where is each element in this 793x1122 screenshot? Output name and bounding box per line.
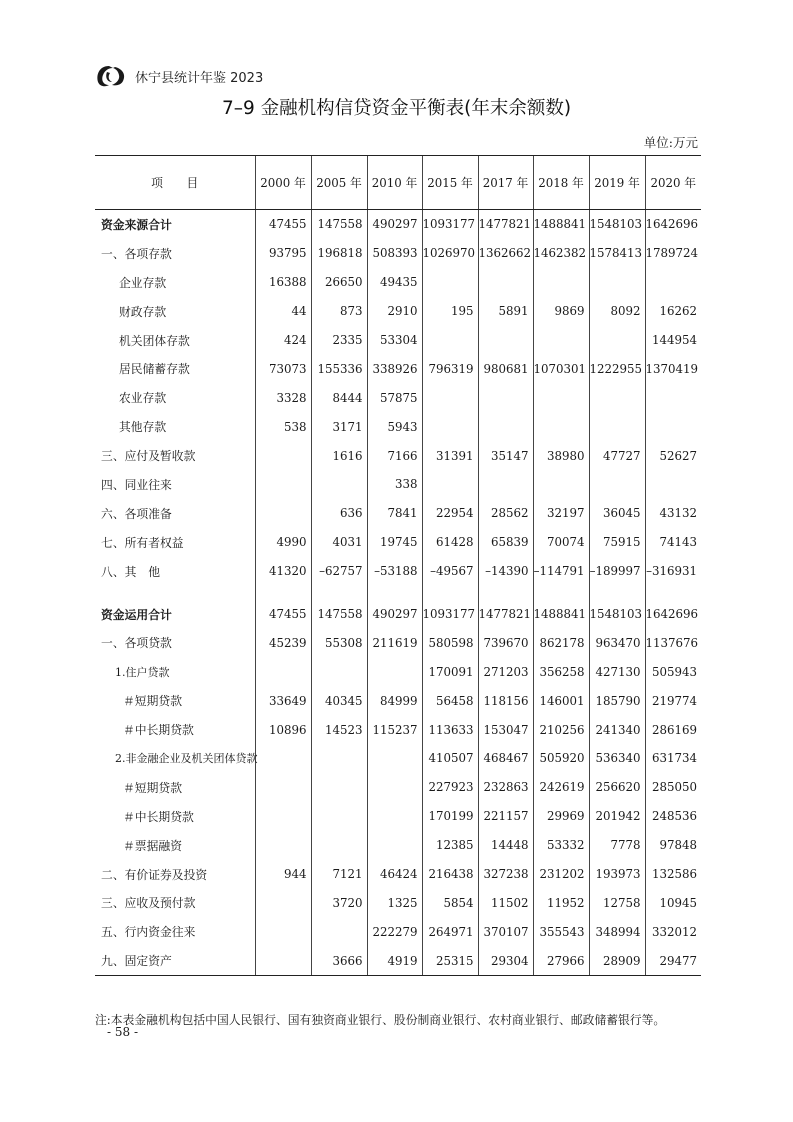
table-cell <box>533 470 589 499</box>
table-cell: 28562 <box>478 499 533 528</box>
table-cell: 1488841 <box>533 600 589 629</box>
table-cell: 796319 <box>422 354 478 383</box>
table-cell: 53332 <box>533 831 589 860</box>
table-cell: 1548103 <box>589 210 645 239</box>
table-cell: 144954 <box>645 326 701 355</box>
row-label: 机关团体存款 <box>119 333 190 348</box>
table-row <box>95 441 701 470</box>
table-cell: 8444 <box>311 383 367 412</box>
table-cell <box>422 268 478 297</box>
table-cell: 211619 <box>367 628 422 657</box>
table-cell: 93795 <box>255 239 311 268</box>
table-cell <box>367 773 422 802</box>
table-cell: 53304 <box>367 326 422 355</box>
table-cell: 56458 <box>422 686 478 715</box>
table-cell: 47727 <box>589 441 645 470</box>
table-cell: 1477821 <box>478 600 533 629</box>
table-row <box>95 239 701 268</box>
table-cell: 286169 <box>645 715 701 744</box>
table-row <box>95 268 701 297</box>
table-cell: 5891 <box>478 297 533 326</box>
table-cell: 4990 <box>255 528 311 557</box>
table-cell: 256620 <box>589 773 645 802</box>
row-label: 企业存款 <box>119 275 167 290</box>
table-cell <box>311 586 367 600</box>
table-cell: 153047 <box>478 715 533 744</box>
table-cell: 170091 <box>422 657 478 686</box>
table-cell: 1362662 <box>478 239 533 268</box>
table-cell: –189997 <box>589 557 645 586</box>
row-label: ＃中长期贷款 <box>123 723 194 738</box>
table-cell: 44 <box>255 297 311 326</box>
table-cell: 1548103 <box>589 600 645 629</box>
credit-balance-table <box>95 155 701 976</box>
table-cell: 980681 <box>478 354 533 383</box>
table-row <box>95 773 701 802</box>
row-label: 居民储蓄存款 <box>119 362 190 377</box>
table-row <box>95 499 701 528</box>
table-cell: 636 <box>311 499 367 528</box>
table-cell: 944 <box>255 860 311 889</box>
table-cell <box>422 383 478 412</box>
table-cell <box>311 831 367 860</box>
table-cell: 963470 <box>589 628 645 657</box>
row-label: 财政存款 <box>119 304 167 319</box>
table-cell <box>533 412 589 441</box>
table-cell: 242619 <box>533 773 589 802</box>
table-cell: 427130 <box>589 657 645 686</box>
table-cell: 132586 <box>645 860 701 889</box>
table-cell: 11952 <box>533 888 589 917</box>
table-cell: 115237 <box>367 715 422 744</box>
table-cell: 147558 <box>311 210 367 239</box>
row-label: 四、同业往来 <box>101 477 172 492</box>
table-cell: 16262 <box>645 297 701 326</box>
table-cell: 356258 <box>533 657 589 686</box>
table-cell: 185790 <box>589 686 645 715</box>
table-cell: 1488841 <box>533 210 589 239</box>
table-cell: 36045 <box>589 499 645 528</box>
table-cell <box>589 383 645 412</box>
table-cell: 193973 <box>589 860 645 889</box>
table-cell: 12758 <box>589 888 645 917</box>
table-cell <box>255 470 311 499</box>
table-cell: 9869 <box>533 297 589 326</box>
table-cell: 26650 <box>311 268 367 297</box>
table-body <box>95 210 701 976</box>
table-cell: 410507 <box>422 744 478 773</box>
table-row <box>95 802 701 831</box>
table-cell <box>367 744 422 773</box>
table-cell: –316931 <box>645 557 701 586</box>
table-cell: 27966 <box>533 946 589 975</box>
table-cell <box>422 586 478 600</box>
table-cell: 49435 <box>367 268 422 297</box>
table-cell: 490297 <box>367 600 422 629</box>
row-label: 资金运用合计 <box>101 607 172 622</box>
table-cell: 7166 <box>367 441 422 470</box>
table-cell: 29969 <box>533 802 589 831</box>
table-cell: 505920 <box>533 744 589 773</box>
row-label: 其他存款 <box>119 420 167 435</box>
table-cell: 5854 <box>422 888 478 917</box>
table-cell <box>589 412 645 441</box>
table-cell <box>533 268 589 297</box>
table-cell: 47455 <box>255 210 311 239</box>
row-label: ＃短期贷款 <box>123 780 182 795</box>
table-cell: 1070301 <box>533 354 589 383</box>
table-cell: –14390 <box>478 557 533 586</box>
table-row <box>95 657 701 686</box>
table-cell <box>589 268 645 297</box>
table-cell <box>589 470 645 499</box>
table-cell: 75915 <box>589 528 645 557</box>
table-cell: 3720 <box>311 888 367 917</box>
table-cell: 74143 <box>645 528 701 557</box>
table-row <box>95 297 701 326</box>
table-cell <box>255 831 311 860</box>
table-cell: 227923 <box>422 773 478 802</box>
table-cell: 508393 <box>367 239 422 268</box>
table-cell: 31391 <box>422 441 478 470</box>
table-cell: 1222955 <box>589 354 645 383</box>
table-cell: 14523 <box>311 715 367 744</box>
table-cell: 1370419 <box>645 354 701 383</box>
table-cell: 28909 <box>589 946 645 975</box>
table-cell: 10896 <box>255 715 311 744</box>
table-cell: 47455 <box>255 600 311 629</box>
row-label <box>95 586 255 600</box>
column-header-item: 项 目 <box>95 156 255 210</box>
table-cell <box>367 586 422 600</box>
table-cell: 73073 <box>255 354 311 383</box>
table-cell: 873 <box>311 297 367 326</box>
table-cell: 355543 <box>533 917 589 946</box>
table-cell: 3171 <box>311 412 367 441</box>
table-cell: 2910 <box>367 297 422 326</box>
table-cell: 32197 <box>533 499 589 528</box>
table-cell: 3328 <box>255 383 311 412</box>
table-row <box>95 946 701 975</box>
table-cell: 16388 <box>255 268 311 297</box>
table-cell: 264971 <box>422 917 478 946</box>
row-label: 农业存款 <box>119 391 167 406</box>
table-cell: 219774 <box>645 686 701 715</box>
row-label: 一、各项存款 <box>101 246 172 261</box>
table-cell <box>533 383 589 412</box>
table-cell <box>645 268 701 297</box>
table-cell <box>645 412 701 441</box>
column-header-year: 2019 年 <box>589 156 645 210</box>
table-cell <box>478 326 533 355</box>
table-cell <box>311 802 367 831</box>
table-row <box>95 528 701 557</box>
table-cell: 468467 <box>478 744 533 773</box>
column-header-year: 2000 年 <box>255 156 311 210</box>
column-header-year: 2015 年 <box>422 156 478 210</box>
table-cell <box>422 326 478 355</box>
table-cell <box>478 383 533 412</box>
table-cell: 147558 <box>311 600 367 629</box>
table-cell: 862178 <box>533 628 589 657</box>
table-cell <box>255 946 311 975</box>
table-cell: –49567 <box>422 557 478 586</box>
table-cell: 241340 <box>589 715 645 744</box>
row-label: ＃短期贷款 <box>123 694 182 709</box>
table-cell: 631734 <box>645 744 701 773</box>
table-cell <box>255 917 311 946</box>
column-header-year: 2005 年 <box>311 156 367 210</box>
column-header-year: 2020 年 <box>645 156 701 210</box>
row-label: 九、固定资产 <box>95 946 255 975</box>
table-cell: 8092 <box>589 297 645 326</box>
table-cell: 1137676 <box>645 628 701 657</box>
table-cell: 1026970 <box>422 239 478 268</box>
table-cell: 222279 <box>367 917 422 946</box>
table-cell: 424 <box>255 326 311 355</box>
table-cell <box>255 586 311 600</box>
table-cell: 22954 <box>422 499 478 528</box>
table-row <box>95 686 701 715</box>
table-cell <box>478 268 533 297</box>
table-header-row <box>95 156 701 210</box>
table-cell <box>367 657 422 686</box>
table-cell: 170199 <box>422 802 478 831</box>
table-row <box>95 383 701 412</box>
table-cell: 12385 <box>422 831 478 860</box>
unit-label: 单位:万元 <box>643 135 698 150</box>
row-label: ＃中长期贷款 <box>123 809 194 824</box>
table-cell <box>255 441 311 470</box>
table-cell: 1325 <box>367 888 422 917</box>
table-row <box>95 744 701 773</box>
table-row <box>95 888 701 917</box>
running-header <box>95 63 263 89</box>
table-row <box>95 210 701 239</box>
page-title: 7–9 金融机构信贷资金平衡表(年末余额数) <box>221 98 572 119</box>
table-cell <box>255 744 311 773</box>
table-cell: 35147 <box>478 441 533 470</box>
table-cell <box>589 586 645 600</box>
table-cell: 196818 <box>311 239 367 268</box>
row-label: 五、行内资金往来 <box>101 925 196 940</box>
table-cell: 4919 <box>367 946 422 975</box>
table-cell: 221157 <box>478 802 533 831</box>
table-cell <box>255 499 311 528</box>
row-label: 八、其 他 <box>101 564 160 579</box>
table-cell: 338 <box>367 470 422 499</box>
table-cell <box>478 470 533 499</box>
table-cell: 55308 <box>311 628 367 657</box>
table-cell: 4031 <box>311 528 367 557</box>
table-row <box>95 600 701 629</box>
table-row <box>95 860 701 889</box>
table-cell <box>255 657 311 686</box>
table-cell <box>367 802 422 831</box>
table-row <box>95 715 701 744</box>
table-cell: 195 <box>422 297 478 326</box>
table-cell: 338926 <box>367 354 422 383</box>
table-cell: 70074 <box>533 528 589 557</box>
table-cell <box>422 412 478 441</box>
table-row <box>95 326 701 355</box>
table-cell: 43132 <box>645 499 701 528</box>
column-header-year: 2018 年 <box>533 156 589 210</box>
table-cell: 41320 <box>255 557 311 586</box>
footnote: 注:本表金融机构包括中国人民银行、国有独资商业银行、股份制商业银行、农村商业银行、邮政储蓄银行等。 <box>95 1013 666 1027</box>
column-header-year: 2017 年 <box>478 156 533 210</box>
table-cell: 29304 <box>478 946 533 975</box>
table-cell: 327238 <box>478 860 533 889</box>
table-cell: 97848 <box>645 831 701 860</box>
row-label: 三、应收及预付款 <box>101 896 196 911</box>
header-text: 休宁县统计年鉴 2023 <box>135 70 264 86</box>
table-cell: 146001 <box>533 686 589 715</box>
table-cell: 332012 <box>645 917 701 946</box>
table-cell: 25315 <box>422 946 478 975</box>
table-row <box>95 831 701 860</box>
table-cell: 201942 <box>589 802 645 831</box>
table-cell: 231202 <box>533 860 589 889</box>
row-label: ＃票据融资 <box>123 838 182 853</box>
table-cell <box>589 326 645 355</box>
table-row <box>95 354 701 383</box>
table-cell: 10945 <box>645 888 701 917</box>
row-label: 2.非金融企业及机关团体贷款 <box>115 752 258 766</box>
row-label: 资金来源合计 <box>101 217 172 232</box>
table-cell: 1477821 <box>478 210 533 239</box>
table-cell: 84999 <box>367 686 422 715</box>
table-cell: 210256 <box>533 715 589 744</box>
table-cell <box>533 586 589 600</box>
table-cell: 1642696 <box>645 210 701 239</box>
table-cell: 65839 <box>478 528 533 557</box>
row-label: 一、各项贷款 <box>101 636 172 651</box>
table-cell: 1642696 <box>645 600 701 629</box>
table-cell <box>478 412 533 441</box>
table-cell: 1578413 <box>589 239 645 268</box>
row-label: 1.住户贷款 <box>115 665 170 679</box>
table-cell: 1616 <box>311 441 367 470</box>
table-cell: –62757 <box>311 557 367 586</box>
table-cell: 490297 <box>367 210 422 239</box>
table-cell: 1462382 <box>533 239 589 268</box>
table-cell: 40345 <box>311 686 367 715</box>
table-cell <box>255 773 311 802</box>
yearbook-logo-icon <box>95 63 129 89</box>
table-cell <box>367 831 422 860</box>
column-header-year: 2010 年 <box>367 156 422 210</box>
table-cell: 1093177 <box>422 210 478 239</box>
table-cell: 38980 <box>533 441 589 470</box>
spacer-row <box>95 586 701 600</box>
table-cell <box>645 470 701 499</box>
table-cell <box>422 470 478 499</box>
table-cell: 14448 <box>478 831 533 860</box>
table-cell <box>311 470 367 499</box>
table-cell <box>533 326 589 355</box>
table-cell: 248536 <box>645 802 701 831</box>
table-cell: 155336 <box>311 354 367 383</box>
table-cell: 45239 <box>255 628 311 657</box>
table-cell: 118156 <box>478 686 533 715</box>
table-cell: 7121 <box>311 860 367 889</box>
table-cell: 2335 <box>311 326 367 355</box>
row-label: 七、所有者权益 <box>101 535 184 550</box>
row-label: 六、各项准备 <box>101 506 172 521</box>
table-cell: –53188 <box>367 557 422 586</box>
table-cell: 216438 <box>422 860 478 889</box>
table-cell: 370107 <box>478 917 533 946</box>
table-cell: 5943 <box>367 412 422 441</box>
table-cell: 1093177 <box>422 600 478 629</box>
table-cell: 505943 <box>645 657 701 686</box>
table-cell: –114791 <box>533 557 589 586</box>
table-cell <box>478 586 533 600</box>
table-row <box>95 412 701 441</box>
table-cell: 113633 <box>422 715 478 744</box>
row-label: 二、有价证券及投资 <box>101 867 208 882</box>
table-cell: 61428 <box>422 528 478 557</box>
table-cell <box>311 917 367 946</box>
table-cell <box>645 586 701 600</box>
table-cell <box>311 773 367 802</box>
table-cell: 52627 <box>645 441 701 470</box>
table-cell: 7841 <box>367 499 422 528</box>
table-cell: 11502 <box>478 888 533 917</box>
table-cell: 57875 <box>367 383 422 412</box>
table-cell: 3666 <box>311 946 367 975</box>
table-cell: 739670 <box>478 628 533 657</box>
table-cell <box>311 744 367 773</box>
table-cell: 29477 <box>645 946 701 975</box>
table-row <box>95 917 701 946</box>
table-cell: 232863 <box>478 773 533 802</box>
table-row <box>95 470 701 499</box>
table-cell: 536340 <box>589 744 645 773</box>
table-row <box>95 628 701 657</box>
table-row <box>95 557 701 586</box>
table-cell: 7778 <box>589 831 645 860</box>
row-label: 三、应付及暂收款 <box>101 449 196 464</box>
table-cell: 538 <box>255 412 311 441</box>
table-cell: 348994 <box>589 917 645 946</box>
table-cell <box>311 657 367 686</box>
table-cell: 580598 <box>422 628 478 657</box>
table-cell <box>255 888 311 917</box>
page-number: - 58 - <box>107 1025 139 1039</box>
table-cell <box>645 383 701 412</box>
table-cell: 285050 <box>645 773 701 802</box>
table-cell: 1789724 <box>645 239 701 268</box>
table-cell <box>255 802 311 831</box>
table-cell: 19745 <box>367 528 422 557</box>
table-cell: 271203 <box>478 657 533 686</box>
table-cell: 46424 <box>367 860 422 889</box>
table-cell: 33649 <box>255 686 311 715</box>
